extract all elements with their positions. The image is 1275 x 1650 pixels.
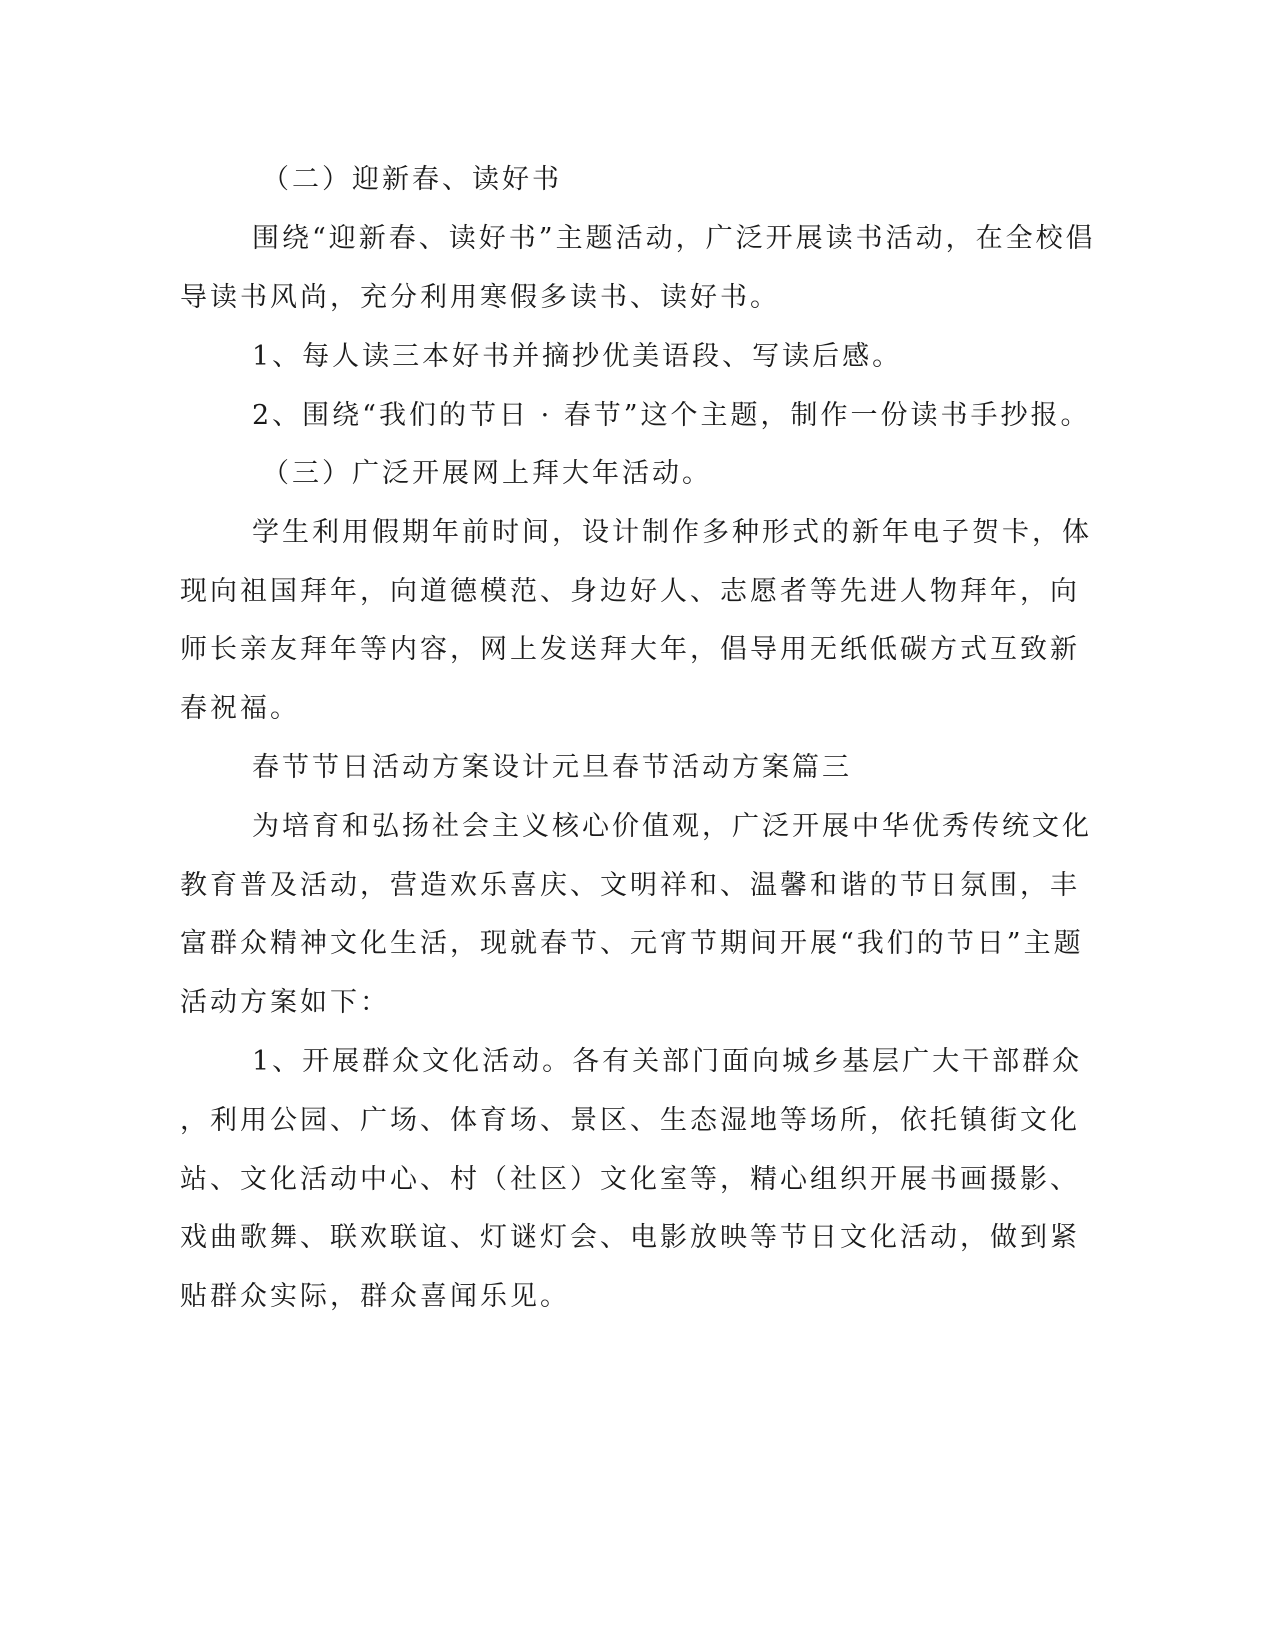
paragraph-line: 学生利用假期年前时间，设计制作多种形式的新年电子贺卡，体 [252, 517, 1092, 548]
paragraph-line: 贴群众实际，群众喜闻乐见。 [180, 1281, 570, 1312]
paragraph-line: 为培育和弘扬社会主义核心价值观，广泛开展中华优秀传统文化 [252, 811, 1092, 842]
paragraph-line: 现向祖国拜年，向道德模范、身边好人、志愿者等先进人物拜年，向 [180, 576, 1080, 607]
paragraph-line: ，利用公园、广场、体育场、景区、生态湿地等场所，依托镇街文化 [180, 1105, 1080, 1136]
paragraph-line: 站、文化活动中心、村（社区）文化室等，精心组织开展书画摄影、 [180, 1164, 1080, 1195]
section-heading: （二）迎新春、读好书 [262, 164, 562, 195]
article-title: 春节节日活动方案设计元旦春节活动方案篇三 [252, 752, 852, 783]
section-heading: （三）广泛开展网上拜大年活动。 [262, 458, 712, 489]
paragraph-line: 活动方案如下： [180, 987, 390, 1018]
paragraph-line: 教育普及活动，营造欢乐喜庆、文明祥和、温馨和谐的节日氛围，丰 [180, 870, 1080, 901]
list-item: 1、每人读三本好书并摘抄优美语段、写读后感。 [252, 341, 903, 372]
paragraph-line: 师长亲友拜年等内容，网上发送拜大年，倡导用无纸低碳方式互致新 [180, 634, 1080, 665]
paragraph-line: 导读书风尚，充分利用寒假多读书、读好书。 [180, 282, 780, 313]
paragraph-line: 富群众精神文化生活，现就春节、元宵节期间开展“我们的节日”主题 [180, 928, 1084, 959]
list-item: 1、开展群众文化活动。各有关部门面向城乡基层广大干部群众 [252, 1046, 1083, 1077]
list-item: 2、围绕“我们的节日 · 春节”这个主题，制作一份读书手抄报。 [252, 400, 1091, 431]
paragraph-line: 春祝福。 [180, 693, 300, 724]
paragraph-line: 围绕“迎新春、读好书”主题活动，广泛开展读书活动，在全校倡 [252, 223, 1096, 254]
paragraph-line: 戏曲歌舞、联欢联谊、灯谜灯会、电影放映等节日文化活动，做到紧 [180, 1222, 1080, 1253]
